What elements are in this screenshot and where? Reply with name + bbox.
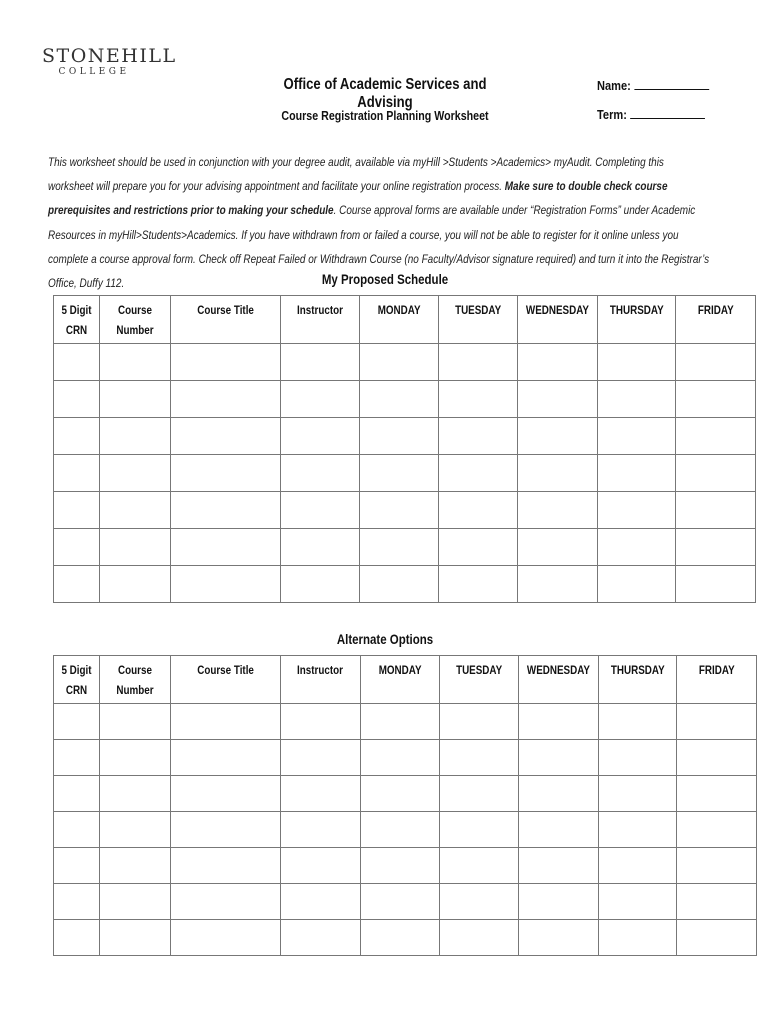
term-label: Term: bbox=[597, 107, 627, 122]
table-cell[interactable] bbox=[676, 455, 756, 492]
column-header bbox=[54, 656, 100, 704]
table-cell[interactable] bbox=[439, 529, 518, 566]
table-cell[interactable] bbox=[439, 492, 518, 529]
table-row bbox=[54, 455, 756, 492]
table-cell[interactable] bbox=[171, 492, 281, 529]
table-cell[interactable] bbox=[676, 492, 756, 529]
table-cell[interactable] bbox=[598, 418, 676, 455]
table-row bbox=[54, 704, 757, 740]
table-cell[interactable] bbox=[361, 740, 440, 776]
column-header-label: WEDNESDAY bbox=[525, 303, 590, 317]
table-cell[interactable] bbox=[440, 740, 519, 776]
table-cell[interactable] bbox=[360, 455, 439, 492]
table-cell[interactable] bbox=[676, 566, 756, 603]
instructions-bold-text: Make sure to double check course prerequisites and restrictions prior to making your schedule bbox=[48, 179, 668, 218]
table-cell[interactable] bbox=[360, 381, 439, 418]
instructions-text-1: This worksheet should be used in conjunction with your degree audit, available via myHill >Students >Academics> myAudit. Completing this worksheet will prepare you for your advising appointment and facilitate your online registration process. bbox=[48, 155, 664, 194]
column-header bbox=[171, 296, 281, 344]
table-row bbox=[54, 566, 756, 603]
column-header-label: Instructor bbox=[297, 663, 344, 677]
table-cell[interactable] bbox=[100, 344, 171, 381]
table-cell[interactable] bbox=[54, 418, 100, 455]
table-cell[interactable] bbox=[361, 704, 440, 740]
table-row bbox=[54, 884, 757, 920]
table-cell[interactable] bbox=[54, 704, 100, 740]
table-cell[interactable] bbox=[518, 455, 598, 492]
column-header bbox=[440, 656, 519, 704]
worksheet-title: Course Registration Planning Worksheet bbox=[281, 108, 489, 123]
table-cell[interactable] bbox=[677, 704, 757, 740]
table-cell[interactable] bbox=[281, 566, 360, 603]
column-header-label: Course Number bbox=[116, 663, 154, 697]
table-cell[interactable] bbox=[171, 704, 281, 740]
table-cell[interactable] bbox=[361, 848, 440, 884]
table-cell[interactable] bbox=[171, 740, 281, 776]
table-cell[interactable] bbox=[100, 492, 171, 529]
column-header bbox=[599, 656, 677, 704]
table-row bbox=[54, 812, 757, 848]
column-header-label: Course Title bbox=[197, 663, 254, 677]
table-cell[interactable] bbox=[54, 529, 100, 566]
table-cell[interactable] bbox=[281, 492, 360, 529]
name-blank-line[interactable] bbox=[634, 77, 709, 90]
table-header-row bbox=[54, 656, 757, 704]
table-cell[interactable] bbox=[54, 740, 100, 776]
column-header-label: FRIDAY bbox=[698, 663, 735, 677]
table-cell[interactable] bbox=[519, 704, 599, 740]
column-header bbox=[360, 296, 439, 344]
table-cell[interactable] bbox=[54, 381, 100, 418]
table-cell[interactable] bbox=[598, 381, 676, 418]
table-cell[interactable] bbox=[281, 812, 361, 848]
table-cell[interactable] bbox=[54, 884, 100, 920]
table-cell[interactable] bbox=[519, 776, 599, 812]
table-cell[interactable] bbox=[518, 566, 598, 603]
table-cell[interactable] bbox=[171, 418, 281, 455]
table-cell[interactable] bbox=[440, 848, 519, 884]
column-header-label: THURSDAY bbox=[609, 303, 664, 317]
table-cell[interactable] bbox=[599, 884, 677, 920]
table-cell[interactable] bbox=[281, 529, 360, 566]
table-row bbox=[54, 529, 756, 566]
table-cell[interactable] bbox=[100, 418, 171, 455]
table-cell[interactable] bbox=[171, 455, 281, 492]
table-cell[interactable] bbox=[440, 884, 519, 920]
table-cell[interactable] bbox=[361, 884, 440, 920]
table-cell[interactable] bbox=[100, 566, 171, 603]
table-row bbox=[54, 492, 756, 529]
table-cell[interactable] bbox=[440, 920, 519, 956]
table-cell[interactable] bbox=[677, 776, 757, 812]
table-cell[interactable] bbox=[281, 344, 360, 381]
table-cell[interactable] bbox=[281, 848, 361, 884]
table-cell[interactable] bbox=[676, 529, 756, 566]
table-cell[interactable] bbox=[54, 776, 100, 812]
table-cell[interactable] bbox=[54, 492, 100, 529]
table-cell[interactable] bbox=[171, 920, 281, 956]
table-cell[interactable] bbox=[361, 812, 440, 848]
table-cell[interactable] bbox=[100, 884, 171, 920]
column-header bbox=[100, 296, 171, 344]
name-field[interactable] bbox=[597, 77, 750, 93]
table-row bbox=[54, 920, 757, 956]
table-cell[interactable] bbox=[676, 418, 756, 455]
table-cell[interactable] bbox=[440, 704, 519, 740]
table-cell[interactable] bbox=[281, 381, 360, 418]
table-cell[interactable] bbox=[281, 920, 361, 956]
table-cell[interactable] bbox=[439, 418, 518, 455]
table-cell[interactable] bbox=[54, 920, 100, 956]
column-header-label: MONDAY bbox=[378, 663, 422, 677]
table-cell[interactable] bbox=[677, 848, 757, 884]
table-cell[interactable] bbox=[677, 920, 757, 956]
column-header-label: THURSDAY bbox=[610, 663, 665, 677]
table-cell[interactable] bbox=[598, 566, 676, 603]
table-cell[interactable] bbox=[100, 455, 171, 492]
table-cell[interactable] bbox=[171, 381, 281, 418]
table-cell[interactable] bbox=[361, 776, 440, 812]
column-header-label: FRIDAY bbox=[697, 303, 734, 317]
table-cell[interactable] bbox=[360, 492, 439, 529]
table-cell[interactable] bbox=[518, 492, 598, 529]
table-cell[interactable] bbox=[598, 344, 676, 381]
table-cell[interactable] bbox=[54, 848, 100, 884]
proposed-schedule-table bbox=[53, 295, 756, 603]
table-cell[interactable] bbox=[439, 455, 518, 492]
table-cell[interactable] bbox=[281, 776, 361, 812]
column-header bbox=[171, 656, 281, 704]
table-cell[interactable] bbox=[54, 455, 100, 492]
table-cell[interactable] bbox=[440, 776, 519, 812]
logo-sub-text: COLLEGE bbox=[58, 67, 130, 77]
table-cell[interactable] bbox=[598, 492, 676, 529]
table-cell[interactable] bbox=[518, 529, 598, 566]
table-cell[interactable] bbox=[360, 566, 439, 603]
table-cell[interactable] bbox=[519, 884, 599, 920]
column-header bbox=[439, 296, 518, 344]
column-header bbox=[54, 296, 100, 344]
table-cell[interactable] bbox=[100, 776, 171, 812]
column-header bbox=[518, 296, 598, 344]
term-blank-line[interactable] bbox=[630, 106, 705, 119]
office-title: Office of Academic Services and Advising bbox=[283, 76, 487, 111]
table-cell[interactable] bbox=[677, 740, 757, 776]
column-header-label: Course Number bbox=[116, 303, 154, 337]
table-cell[interactable] bbox=[281, 884, 361, 920]
column-header-label: Instructor bbox=[297, 303, 343, 317]
instructions-text-2: . Course approval forms are available under “Registration Forms” under Academic Resources in myHill>Students>Academics. If you have withdrawn from or failed a course, you will not be able to register for it online unless you complete a course approval form. Check off Repeat Failed or Withdrawn Course (no Faculty/Advisor signature required) and turn it into the Registrar’s Office, Duffy 112. bbox=[48, 203, 710, 291]
table-cell[interactable] bbox=[100, 920, 171, 956]
column-header bbox=[100, 656, 171, 704]
logo-main-text: STONEHILL bbox=[42, 45, 177, 67]
table-cell[interactable] bbox=[519, 740, 599, 776]
alternate-options-title: Alternate Options bbox=[336, 631, 434, 647]
table-cell[interactable] bbox=[599, 920, 677, 956]
table-cell[interactable] bbox=[599, 740, 677, 776]
column-header bbox=[519, 656, 599, 704]
table-cell[interactable] bbox=[100, 529, 171, 566]
table-cell[interactable] bbox=[599, 848, 677, 884]
column-header bbox=[361, 656, 440, 704]
table-cell[interactable] bbox=[171, 848, 281, 884]
proposed-schedule-title: My Proposed Schedule bbox=[321, 271, 449, 287]
table-cell[interactable] bbox=[518, 381, 598, 418]
table-cell[interactable] bbox=[599, 776, 677, 812]
table-cell[interactable] bbox=[439, 566, 518, 603]
table-cell[interactable] bbox=[599, 812, 677, 848]
column-header-label: 5 Digit CRN bbox=[61, 303, 92, 337]
table-cell[interactable] bbox=[676, 381, 756, 418]
table-row bbox=[54, 381, 756, 418]
table-cell[interactable] bbox=[439, 344, 518, 381]
column-header-label: 5 Digit CRN bbox=[61, 663, 92, 697]
name-label: Name: bbox=[597, 78, 631, 93]
table-cell[interactable] bbox=[519, 920, 599, 956]
table-cell[interactable] bbox=[519, 812, 599, 848]
table-cell[interactable] bbox=[171, 344, 281, 381]
column-header-label: Course Title bbox=[197, 303, 254, 317]
table-cell[interactable] bbox=[360, 418, 439, 455]
table-cell[interactable] bbox=[518, 418, 598, 455]
table-cell[interactable] bbox=[100, 381, 171, 418]
table-cell[interactable] bbox=[171, 529, 281, 566]
column-header bbox=[598, 296, 676, 344]
table-cell[interactable] bbox=[54, 812, 100, 848]
table-row bbox=[54, 740, 757, 776]
college-logo bbox=[42, 45, 177, 78]
alternate-options-table bbox=[53, 655, 757, 956]
table-cell[interactable] bbox=[519, 848, 599, 884]
table-row bbox=[54, 418, 756, 455]
table-cell[interactable] bbox=[171, 812, 281, 848]
table-cell[interactable] bbox=[518, 344, 598, 381]
term-field[interactable] bbox=[597, 106, 750, 122]
column-header bbox=[281, 296, 360, 344]
table-cell[interactable] bbox=[281, 455, 360, 492]
table-cell[interactable] bbox=[676, 344, 756, 381]
table-cell[interactable] bbox=[439, 381, 518, 418]
table-row bbox=[54, 776, 757, 812]
table-cell[interactable] bbox=[171, 776, 281, 812]
column-header-label: TUESDAY bbox=[454, 303, 502, 317]
column-header bbox=[677, 656, 757, 704]
table-cell[interactable] bbox=[440, 812, 519, 848]
table-cell[interactable] bbox=[100, 812, 171, 848]
table-cell[interactable] bbox=[171, 566, 281, 603]
column-header-label: WEDNESDAY bbox=[526, 663, 591, 677]
table-cell[interactable] bbox=[281, 740, 361, 776]
table-cell[interactable] bbox=[100, 848, 171, 884]
table-cell[interactable] bbox=[360, 344, 439, 381]
table-cell[interactable] bbox=[281, 418, 360, 455]
column-header-label: MONDAY bbox=[377, 303, 421, 317]
table-cell[interactable] bbox=[100, 704, 171, 740]
table-cell[interactable] bbox=[598, 529, 676, 566]
table-cell[interactable] bbox=[100, 740, 171, 776]
column-header bbox=[281, 656, 361, 704]
table-cell[interactable] bbox=[171, 884, 281, 920]
table-cell[interactable] bbox=[281, 704, 361, 740]
table-cell[interactable] bbox=[677, 812, 757, 848]
table-row bbox=[54, 848, 757, 884]
table-cell[interactable] bbox=[361, 920, 440, 956]
table-cell[interactable] bbox=[360, 529, 439, 566]
table-cell[interactable] bbox=[598, 455, 676, 492]
table-cell[interactable] bbox=[54, 344, 100, 381]
table-header-row bbox=[54, 296, 756, 344]
column-header-label: TUESDAY bbox=[455, 663, 503, 677]
table-row bbox=[54, 344, 756, 381]
table-cell[interactable] bbox=[677, 884, 757, 920]
column-header bbox=[676, 296, 756, 344]
table-cell[interactable] bbox=[54, 566, 100, 603]
table-cell[interactable] bbox=[599, 704, 677, 740]
